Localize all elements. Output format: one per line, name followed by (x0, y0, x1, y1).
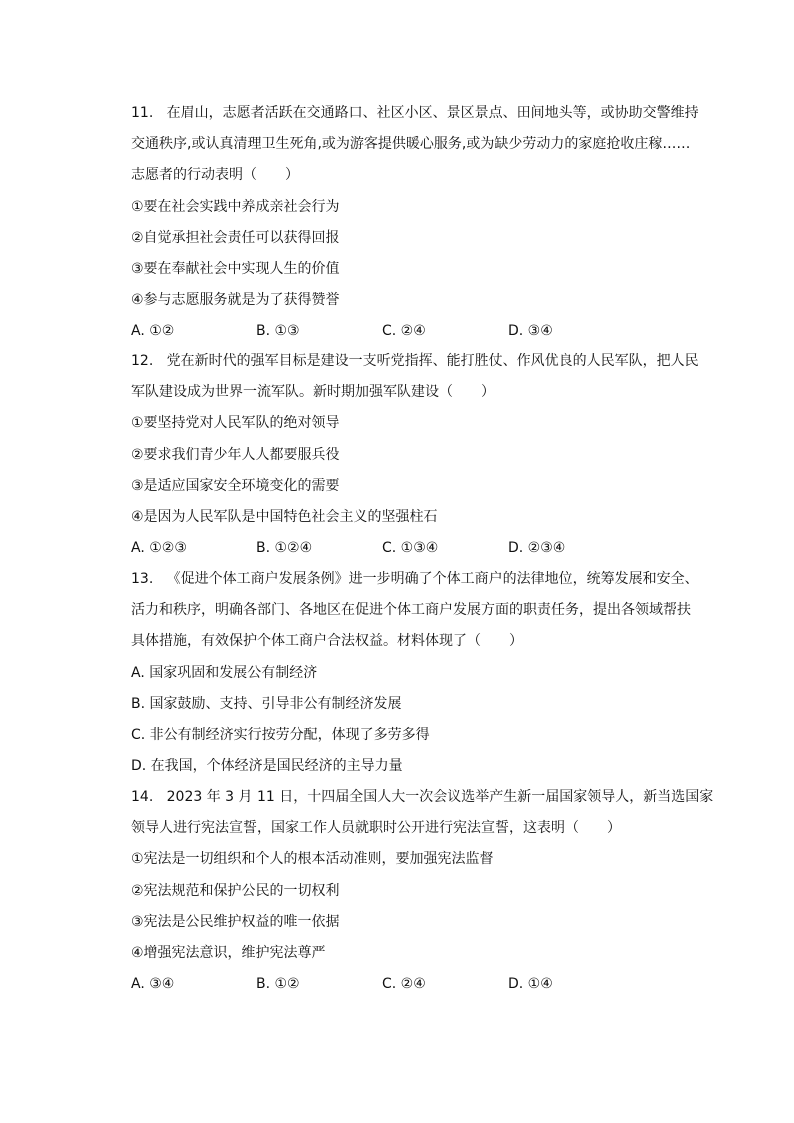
statement: ③是适应国家安全环境变化的需要 (131, 477, 340, 494)
option-c[interactable]: C. ①③④ (382, 540, 439, 557)
statement: ①宪法是一切组织和个人的根本活动准则，要加强宪法监督 (131, 851, 494, 868)
question-stem-line: 交通秩序,或认真清理卫生死角,或为游客提供暖心服务,或为缺少劳动力的家庭抢收庄稼…… (131, 136, 691, 153)
statement: ③宪法是公民维护权益的唯一依据 (131, 913, 340, 930)
option-b[interactable]: B. ①② (256, 976, 300, 993)
question-number: 11. (131, 105, 154, 121)
question-stem-text: 《促进个体工商户发展条例》进一步明确了个体工商户的法律地位，统筹发展和安全、 (166, 571, 699, 587)
option-b[interactable]: B. ①③ (256, 323, 300, 340)
option-a[interactable]: A. ①②③ (131, 540, 187, 557)
question-stem-line: 志愿者的行动表明（ ） (131, 167, 299, 184)
option-d[interactable]: D. 在我国，个体经济是国民经济的主导力量 (131, 758, 403, 775)
question-11 (131, 103, 699, 353)
option-b[interactable]: B. 国家鼓励、支持、引导非公有制经济发展 (131, 695, 402, 712)
option-c[interactable]: C. ②④ (382, 976, 426, 993)
option-d[interactable]: D. ③④ (508, 323, 553, 340)
option-b[interactable]: B. ①②④ (256, 540, 313, 557)
question-12 (131, 351, 699, 569)
option-a[interactable]: A. 国家巩固和发展公有制经济 (131, 664, 318, 681)
statement: ①要在社会实践中养成亲社会行为 (131, 198, 340, 215)
question-stem-line (131, 787, 714, 807)
question-number: 13. (131, 571, 154, 587)
option-a[interactable]: A. ③④ (131, 976, 175, 993)
question-stem-line: 军队建设成为世界一流军队。新时期加强军队建设（ ） (131, 384, 495, 401)
question-14 (131, 787, 714, 1005)
options-row (131, 538, 696, 558)
question-stem-text: 党在新时代的强军目标是建设一支听党指挥、能打胜仗、作风优良的人民军队，把人民 (166, 353, 699, 369)
question-13 (131, 569, 699, 787)
statement: ④是因为人民军队是中国特色社会主义的坚强柱石 (131, 508, 438, 525)
question-number: 12. (131, 353, 154, 369)
question-stem-line (131, 569, 699, 589)
statement: ②宪法规范和保护公民的一切权利 (131, 882, 340, 899)
statement: ①要坚持党对人民军队的绝对领导 (131, 415, 340, 432)
question-stem-text: 在眉山，志愿者活跃在交通路口、社区小区、景区景点、田间地头等，或协助交警维持 (166, 105, 699, 121)
option-c[interactable]: C. ②④ (382, 323, 426, 340)
question-stem-line (131, 103, 699, 123)
statement: ②自觉承担社会责任可以获得回报 (131, 229, 340, 246)
option-a[interactable]: A. ①② (131, 323, 175, 340)
question-stem-line: 领导人进行宪法宣誓，国家工作人员就职时公开进行宪法宣誓，这表明（ ） (131, 820, 621, 837)
option-c[interactable]: C. 非公有制经济实行按劳分配，体现了多劳多得 (131, 726, 430, 743)
statement: ②要求我们青少年人人都要服兵役 (131, 446, 340, 463)
statement: ③要在奉献社会中实现人生的价值 (131, 260, 340, 277)
option-d[interactable]: D. ①④ (508, 976, 553, 993)
statement: ④增强宪法意识，维护宪法尊严 (131, 944, 326, 961)
statement: ④参与志愿服务就是为了获得赞誉 (131, 292, 340, 309)
question-stem-text: 2023 年 3 月 11 日，十四届全国人大一次会议选举产生新一届国家领导人，新当选国家 (166, 789, 714, 805)
question-number: 14. (131, 789, 154, 805)
option-d[interactable]: D. ②③④ (508, 540, 566, 557)
question-stem-line: 活力和秩序，明确各部门、各地区在促进个体工商户发展方面的职责任务，提出各领域帮扶 (131, 602, 691, 619)
options-row (131, 321, 696, 341)
question-stem-line: 具体措施，有效保护个体工商户合法权益。材料体现了（ ） (131, 633, 523, 650)
question-stem-line (131, 351, 699, 371)
options-row (131, 974, 696, 994)
